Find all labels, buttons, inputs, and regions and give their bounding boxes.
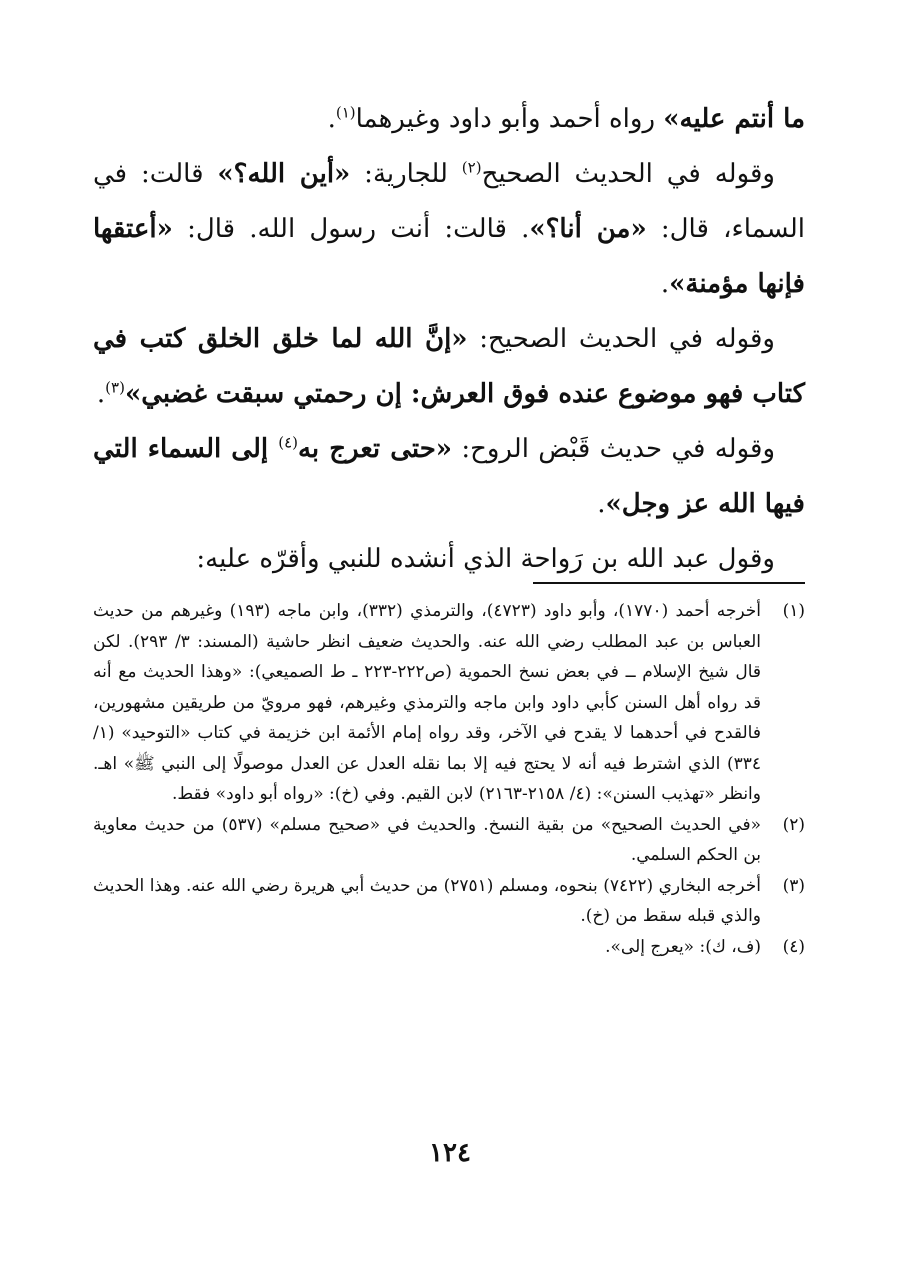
paragraph-text: للجارية: [350,159,462,189]
footnote-number: (٢) [782,814,805,835]
footnote-number: (٣) [782,875,805,896]
quote-bold: «من أنا؟» [529,214,647,244]
footnote-text: أخرجه أحمد (١٧٧٠)، وأبو داود (٤٧٢٣)، والترمذي (٣٣٢)، وابن ماجه (١٩٣) وغيرهم من حديث العباس بن عبد المطلب رضي الله عنه. والحديث ضعيف انظر حاشية (المسند: ٣/ ٢٩٣). لكن قال شيخ الإسلام ــ في بعض نسخ الحموية (ص٢٢٢-٢٢٣ ـ ط الصميعي): «وهذا الحديث مع أنه قد رواه أهل السنن كأبي داود وابن ماجه والترمذي وغيرهم، فهو مرويّ من طريقين مشهورين، فالقدح في أحدهما لا يقدح في الآخر، وقد رواه إمام الأئمة ابن خزيمة في كتاب «التوحيد» (١/ ٣٣٤) الذي اشترط فيه أنه لا يحتج فيه إلا بما نقله العدل عن العدل موصولًا إلى النبي ﷺ» اهـ. وانظر «تهذيب السنن»: (٤/ ٢١٥٨-٢١٦٣) لابن القيم. وفي (خ): «رواه أبو داود» فقط. [93,601,762,804]
paragraph-5 [93,532,805,587]
paragraph-text: وقوله في الحديث الصحيح: [467,324,775,354]
paragraph-text: رواه أحمد وأبو داود وغيرهما [355,104,664,134]
paragraph-text: قالت: في السماء، قال: [93,159,805,244]
page-number: ١٢٤ [429,1138,471,1168]
paragraph-2 [93,147,805,312]
quote-bold: «إنَّ الله لما خلق الخلق كتب في كتاب فهو موضوع عنده فوق العرش: إن رحمتي سبقت غضبي» [93,324,805,409]
paragraph-text: وقوله في الحديث الصحيح [481,159,775,189]
quote-bold: «حتى تعرج به [297,434,453,464]
paragraph-1 [93,92,805,147]
footnote-2 [93,810,805,871]
footnote-ref-3: (٣) [105,378,125,397]
footnote-3 [93,871,805,932]
footnote-ref-1: (١) [335,103,356,122]
footnote-number: (١) [782,601,805,621]
footnote-ref-4: (٤) [278,433,298,452]
main-text-body [93,92,805,587]
paragraph-text: . قالت: أنت رسول الله. قال: [172,214,530,244]
paragraph-3 [93,312,805,422]
paragraph-4 [93,422,805,532]
paragraph-text: . [660,269,670,299]
footnote-text: «في الحديث الصحيح» من بقية النسخ. والحديث في «صحيح مسلم» (٥٣٧) من حديث معاوية بن الحكم السلمي. [93,814,762,865]
paragraph-text: وقوله في حديث قَبْض الروح: [452,434,776,464]
footnote-1 [93,596,805,810]
quote-bold: «أين الله؟» [217,159,351,189]
quote-bold: ما أنتم عليه» [663,104,805,134]
footnote-4 [93,932,805,963]
paragraph-text: . [96,379,106,409]
footnote-text: (ف، ك): «يعرج إلى». [605,936,761,957]
paragraph-text: وقول عبد الله بن رَواحة الذي أنشده للنبي وأقرّه عليه: [196,544,775,574]
quote-bold: إلى السماء التي فيها الله عز وجل» [93,434,805,519]
footnote-text: أخرجه البخاري (٧٤٢٢) بنحوه، ومسلم (٢٧٥١) من حديث أبي هريرة رضي الله عنه. وهذا الحديث والذي قبله سقط من (خ). [93,875,761,926]
footnotes-section [93,596,805,962]
footnote-number: (٤) [782,936,805,957]
paragraph-text: . [597,489,606,519]
quote-bold: «أعتقها فإنها مؤمنة» [93,214,805,299]
paragraph-text: . [327,104,336,134]
footnote-ref-2: (٢) [461,158,482,177]
footnote-divider [533,582,805,584]
